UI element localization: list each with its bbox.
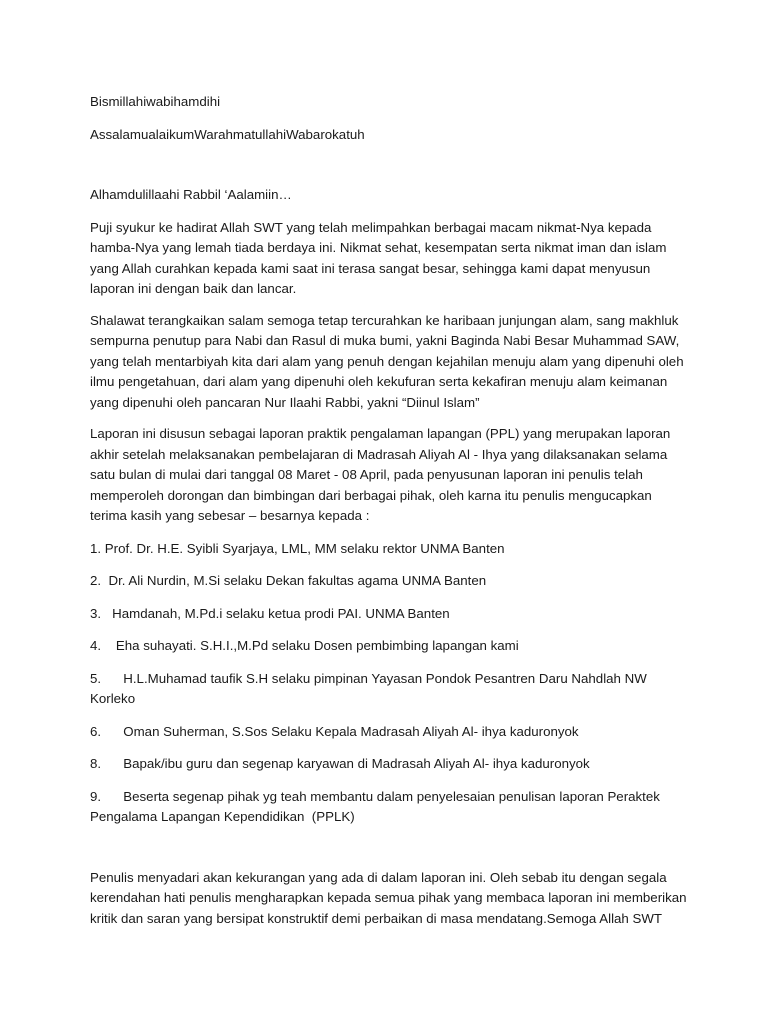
list-item: 8. Bapak/ibu guru dan segenap karyawan di Madrasah Aliyah Al- ihya kaduronyok: [90, 756, 590, 771]
alhamdulillah-line: Alhamdulillaahi Rabbil ‘Aalamiin…: [90, 187, 292, 202]
greeting-line: AssalamualaikumWarahmatullahiWabarokatuh: [90, 126, 365, 142]
list-item: 6. Oman Suherman, S.Sos Selaku Kepala Madrasah Aliyah Al- ihya kaduronyok: [90, 723, 579, 739]
paragraph-closing: Penulis menyadari akan kekurangan yang ada di dalam laporan ini. Oleh sebab itu dengan segala kerendahan hati penulis mengharapkan kepada semua pihak yang membaca laporan ini memberikan kritik dan saran yang bersipat konstruktif demi perbaikan di masa mendatang.Semoga Allah SWT: [90, 869, 687, 926]
paragraph-report-intro: Laporan ini disusun sebagai laporan praktik pengalaman lapangan (PPL) yang merupakan laporan akhir setelah melaksanakan pembelajaran di Madrasah Aliyah Al - Ihya yang dilaksanakan selama satu bulan di mulai dari tanggal 08 Maret - 08 April, pada penyusunan laporan ini penulis telah memperoleh dorongan dan bimbingan dari berbagai pihak, oleh karna itu penulis mengucapkan terima kasih yang sebesar – besarnya kepada :: [90, 426, 671, 523]
acknowledgement-list: [90, 539, 690, 828]
paragraph-shalawat: Shalawat terangkaikan salam semoga tetap tercurahkan ke haribaan junjungan alam, sang makhluk sempurna penutup para Nabi dan Rasul di muka bumi, yakni Baginda Nabi Besar Muhammad SAW, yang telah mentarbiyah kita dari alam yang penuh dengan kejahilan menuju alam yang dipenuhi oleh ilmu pengetahuan, dari alam yang dipenuhi oleh kekufuran serta kekafiran menuju alam keimanan yang dipenuhi oleh pancaran Nur Ilaahi Rabbi, yakni “Diinul Islam”: [90, 312, 684, 410]
list-item: 3. Hamdanah, M.Pd.i selaku ketua prodi PAI. UNMA Banten: [90, 605, 450, 621]
list-item: 9. Beserta segenap pihak yg teah membantu dalam penyelesaian penulisan laporan Peraktek Pengalama Lapangan Kependidikan (PPLK): [90, 788, 664, 824]
document-page: [90, 92, 690, 929]
list-item: 4. Eha suhayati. S.H.I.,M.Pd selaku Dosen pembimbing lapangan kami: [90, 638, 519, 653]
opening-line: Bismillahiwabihamdihi: [90, 94, 221, 109]
list-item: 5. H.L.Muhamad taufik S.H selaku pimpinan Yayasan Pondok Pesantren Daru Nahdlah NW Korleko: [90, 670, 651, 706]
paragraph-gratitude: Puji syukur ke hadirat Allah SWT yang telah melimpahkan berbagai macam nikmat-Nya kepada hamba-Nya yang lemah tiada berdaya ini. Nikmat sehat, kesempatan serta nikmat iman dan islam yang Allah curahkan kepada kami saat ini terasa sangat besar, sehingga kami dapat menyusun laporan ini dengan baik dan lancar.: [90, 219, 667, 296]
list-item: 2. Dr. Ali Nurdin, M.Si selaku Dekan fakultas agama UNMA Banten: [90, 573, 487, 588]
list-item: 1. Prof. Dr. H.E. Syibli Syarjaya, LML, MM selaku rektor UNMA Banten: [90, 540, 505, 556]
